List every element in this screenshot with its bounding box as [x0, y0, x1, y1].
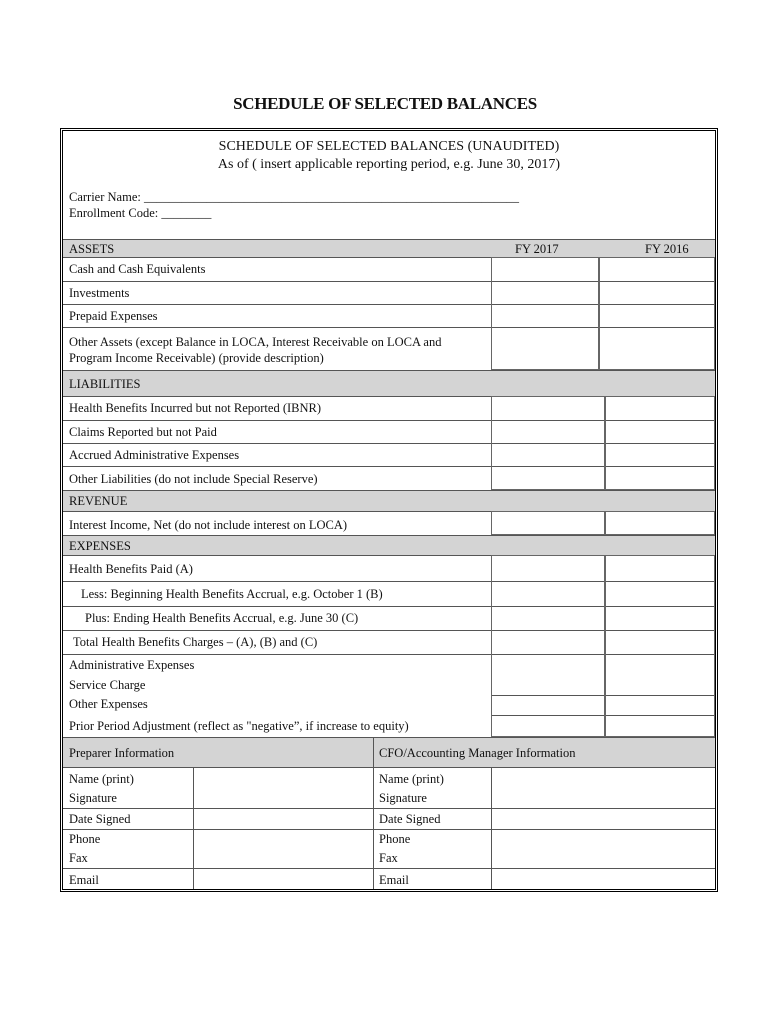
asset-label: Program Income Receivable) (provide description) [69, 351, 324, 365]
cfo-signature-label: Signature [379, 791, 427, 805]
fy2017-column-header: FY 2017 [515, 242, 559, 256]
expenses-header-row [63, 535, 715, 555]
schedule-form [60, 128, 718, 892]
cfo-entry-area[interactable] [492, 768, 714, 888]
preparer-info-title: Preparer Information [69, 746, 175, 760]
fy2017-liability-values[interactable] [491, 396, 605, 490]
cfo-date-label: Date Signed [379, 812, 441, 826]
asset-label: Investments [69, 286, 130, 300]
fy2017-expense-values[interactable] [491, 555, 605, 737]
asset-label: Cash and Cash Equivalents [69, 262, 206, 276]
fy2016-liability-values[interactable] [605, 396, 715, 490]
form-heading-title: SCHEDULE OF SELECTED BALANCES (UNAUDITED) [218, 139, 560, 154]
preparer-date-label: Date Signed [69, 812, 131, 826]
revenue-section-label: REVENUE [69, 494, 128, 508]
asset-label: Other Assets (except Balance in LOCA, Interest Receivable on LOCA and [69, 335, 442, 349]
expense-label: Prior Period Adjustment (reflect as "negative”, if increase to equity) [69, 719, 409, 733]
enrollment-code-field[interactable]: Enrollment Code: ________ [69, 206, 212, 220]
assets-header-row [63, 239, 715, 257]
liabilities-header-row [63, 370, 715, 396]
form-heading [63, 138, 715, 174]
liability-label: Claims Reported but not Paid [69, 425, 217, 439]
fy2016-column-header: FY 2016 [645, 242, 689, 256]
expense-label: Health Benefits Paid (A) [69, 562, 193, 576]
cfo-phone-label: Phone [379, 832, 411, 846]
expense-label: Total Health Benefits Charges – (A), (B) and (C) [73, 635, 318, 649]
revenue-label: Interest Income, Net (do not include interest on LOCA) [69, 518, 348, 532]
expense-label: Plus: Ending Health Benefits Accrual, e.g. June 30 (C) [85, 611, 359, 625]
preparer-email-label: Email [69, 873, 99, 887]
preparer-signature-label: Signature [69, 791, 117, 805]
signature-header-row [63, 737, 715, 767]
liability-label: Other Liabilities (do not include Special Reserve) [69, 472, 318, 486]
asset-label: Prepaid Expenses [69, 309, 158, 323]
fy2016-revenue-value[interactable] [605, 511, 715, 535]
expense-label: Less: Beginning Health Benefits Accrual, e.g. October 1 (B) [81, 587, 383, 601]
document-title: SCHEDULE OF SELECTED BALANCES [233, 94, 537, 113]
cfo-email-label: Email [379, 873, 409, 887]
carrier-name-field[interactable]: Carrier Name: ____________________________________________________________ [69, 190, 519, 204]
fy2016-expense-values[interactable] [605, 555, 715, 737]
preparer-phone-label: Phone [69, 832, 101, 846]
preparer-fax-label: Fax [69, 851, 88, 865]
fy2017-asset-values[interactable] [491, 257, 599, 370]
form-heading-period: As of ( insert applicable reporting period, e.g. June 30, 2017) [217, 157, 561, 172]
preparer-name-label: Name (print) [69, 772, 134, 786]
cfo-name-label: Name (print) [379, 772, 444, 786]
liability-label: Accrued Administrative Expenses [69, 448, 240, 462]
expenses-section-label: EXPENSES [69, 539, 131, 553]
expense-label: Service Charge [69, 678, 146, 692]
expense-label: Other Expenses [69, 697, 148, 711]
fy2017-revenue-value[interactable] [491, 511, 605, 535]
expense-label: Administrative Expenses [69, 658, 195, 672]
preparer-entry-area[interactable] [194, 768, 372, 888]
liabilities-section-label: LIABILITIES [69, 377, 141, 391]
fy2016-asset-values[interactable] [599, 257, 715, 370]
cfo-info-title: CFO/Accounting Manager Information [379, 746, 576, 760]
cfo-fax-label: Fax [379, 851, 398, 865]
assets-section-label: ASSETS [69, 242, 115, 256]
revenue-header-row [63, 490, 715, 511]
liability-label: Health Benefits Incurred but not Reported (IBNR) [69, 401, 322, 415]
